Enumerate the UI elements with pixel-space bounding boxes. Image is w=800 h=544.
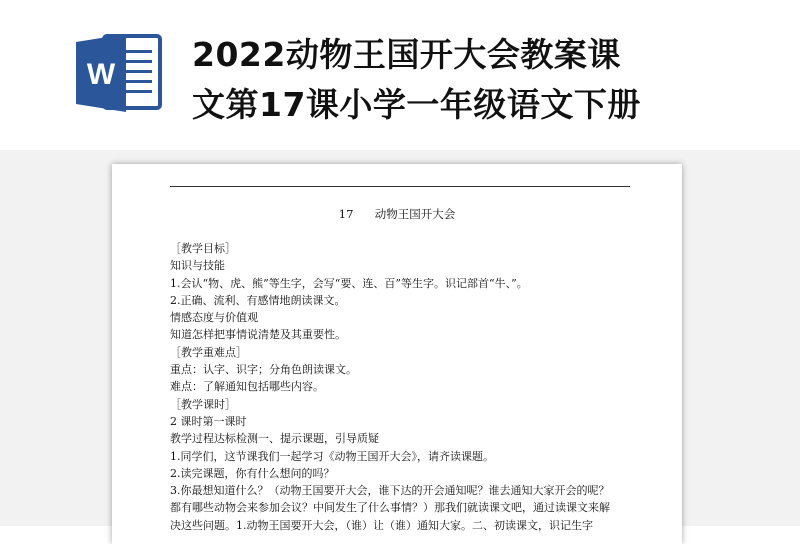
document-body bbox=[170, 240, 640, 534]
body-line: 1.会认“物、虎、熊”等生字，会写“要、连、百”等生字。识记部首“牛、”。 bbox=[170, 276, 528, 290]
body-line: 2 课时第一课时 bbox=[170, 414, 247, 428]
body-line: 2.读完课题，你有什么想问的吗？ bbox=[170, 466, 335, 480]
page-title bbox=[192, 30, 792, 130]
body-line: 难点：了解通知包括哪些内容。 bbox=[170, 380, 324, 394]
header-divider bbox=[170, 186, 630, 187]
body-line: 教学过程达标检测一、提示课题，引导质疑 bbox=[170, 432, 379, 446]
body-line: ［教学目标］ bbox=[170, 242, 236, 255]
word-icon-letter: W bbox=[86, 58, 116, 91]
word-icon bbox=[74, 30, 166, 116]
body-line: ［教学重难点］ bbox=[170, 345, 247, 359]
body-line: 1.同学们，这节课我们一起学习《动物王国开大会》，请齐读课题。 bbox=[170, 449, 494, 463]
body-line: 重点：认字、识字；分角色朗读课文。 bbox=[170, 363, 357, 377]
body-line: 知识与技能 bbox=[170, 259, 225, 273]
document-page bbox=[112, 164, 682, 544]
banner bbox=[0, 0, 800, 150]
document-heading bbox=[112, 206, 682, 222]
title-line-1: 2022动物王国开大会教案课 bbox=[192, 35, 621, 74]
body-line: 都有哪些动物会来参加会议？中间发生了什么事情？）那我们就读课文吧，通过读课文来解 bbox=[170, 501, 610, 515]
body-line: ［教学课时］ bbox=[170, 397, 236, 411]
heading-number: 17 bbox=[338, 207, 354, 221]
body-line: 3.你最想知道什么？（动物王国要开大会，谁下达的开会通知呢？谁去通知大家开会的呢？ bbox=[170, 484, 610, 498]
heading-title: 动物王国开大会 bbox=[374, 207, 456, 221]
body-line: 决这些问题。1.动物王国要开大会，（谁）让（谁）通知大家。二、初读课文，识记生字 bbox=[170, 518, 593, 532]
body-line: 2.正确、流利、有感情地朗读课文。 bbox=[170, 293, 346, 307]
title-line-2: 文第17课小学一年级语文下册 bbox=[192, 85, 641, 124]
body-line: 情感态度与价值观 bbox=[170, 311, 258, 325]
body-line: 知道怎样把事情说清楚及其重要性。 bbox=[170, 328, 346, 342]
